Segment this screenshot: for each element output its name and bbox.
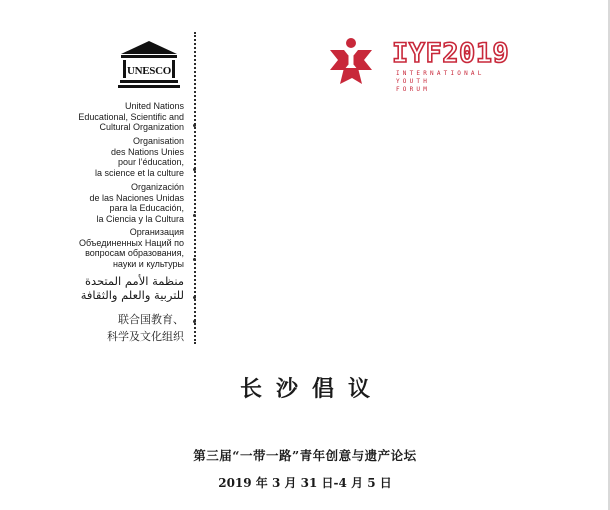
org-line: للتربية والعلم والثقافة: [80, 288, 184, 302]
org-line: 联合国教育、: [118, 313, 184, 326]
org-name-chinese: [107, 311, 184, 345]
iyf-2019-wordmark: [392, 38, 522, 66]
divider-bullet: [193, 124, 196, 127]
divider-bullet: [193, 320, 196, 323]
svg-text:IYF2019: IYF2019: [392, 38, 510, 66]
iyf-subtitle: [396, 70, 485, 94]
org-line: de las Naciones Unidas: [89, 192, 184, 203]
org-line: Educational, Scientific and: [78, 111, 184, 122]
document-title: 长沙倡议: [239, 376, 384, 402]
org-name-spanish: [89, 182, 184, 224]
org-line: Организация: [129, 227, 184, 237]
divider-bullet: [193, 258, 196, 261]
org-line: Объединенных Наций по: [78, 237, 184, 248]
org-name-russian: [79, 227, 184, 269]
org-line: para la Educación,: [109, 203, 184, 214]
iyf-subtitle-line: YOUTH: [396, 78, 431, 85]
org-line: вопросам образования,: [85, 248, 184, 259]
org-line: Organización: [130, 182, 184, 192]
iyf-emblem-logo: [322, 36, 380, 86]
org-line: Cultural Organization: [99, 122, 184, 133]
org-name-french: [95, 136, 184, 178]
org-line: 科学及文化组织: [107, 330, 184, 343]
org-line: la Ciencia y la Cultura: [96, 213, 184, 224]
org-line: des Nations Unies: [110, 146, 184, 157]
divider-bullet: [193, 168, 196, 171]
pinwheel-icon: [322, 36, 380, 86]
unesco-emblem-text: UNESCO: [126, 65, 172, 77]
unesco-emblem-logo: [118, 40, 180, 92]
org-line: منظمة الأمم المتحدة: [84, 274, 184, 288]
iyf-subtitle-line: INTERNATIONAL: [396, 70, 485, 77]
document-subtitle: 第三届“一带一路”青年创意与遗产论坛: [193, 448, 417, 463]
org-name-arabic: [81, 274, 184, 302]
org-line: науки и культуры: [112, 258, 184, 269]
divider-bullet: [193, 214, 196, 217]
document-date: 2019 年 3 月 31 日-4 月 5 日: [218, 476, 392, 490]
divider-bullet: [193, 296, 196, 299]
iyf-subtitle-line: FORUM: [396, 86, 431, 93]
org-line: pour l’éducation,: [117, 157, 184, 168]
org-name-english: [78, 101, 184, 133]
org-line: United Nations: [124, 101, 184, 111]
temple-icon: [118, 40, 180, 92]
org-line: la science et la culture: [94, 167, 184, 178]
org-line: Organisation: [132, 136, 184, 146]
